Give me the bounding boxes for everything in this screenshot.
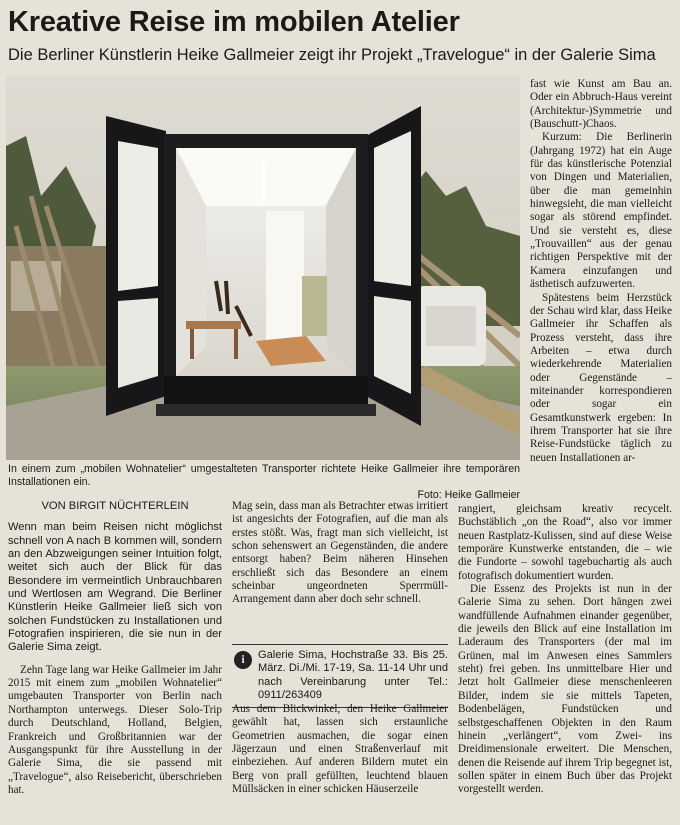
paragraph: Mag sein, dass man als Betrachter etwas irritiert ist angesichts der Fotografien, auf die man als erstes stößt. Was, fragt man sich vielleicht, ist schon sehenswert an Gegenständen, die andere entsorgt haben? Beim näheren Hinsehen erschließt sich das Besondere an einem scheinbar ungeordneten Sperrmüll-Arrangement dann aber doch sehr schnell. — [232, 500, 448, 606]
photo-credit: Foto: Heike Gallmeier — [417, 489, 520, 501]
exhibition-info-text: Galerie Sima, Hochstraße 33. Bis 25. März. Di./Mi. 17-19, Sa. 11-14 Uhr und nach Vereinbarung unter Tel.: 0911/263409 — [258, 649, 448, 702]
paragraph: Die Essenz des Projekts ist nun in der Galerie Sima zu sehen. Dort hängen zwei wandfüllende Aufnahmen einander gegenüber, die jeweils den Blick auf eine Installation im Laderaum des Transporters (der mal im Grünen, mal im Anwesen eines Sammlers steht) frei geben. Ins unmittelbare Hier und Jetzt holt Gallmeier diese menschenleeren Bilder, indem sie sie mittels Tapeten, Bodenbelägen, Fundstücken und selbstgeschaffenen Objekten in den Raum hinein „verlängert“, vom Zwei- ins Dreidimensionale erweitert. Die Menschen, denen die Reisende auf ihrem Trip begegnet ist, sollen später in einem Buch über das Projekt vorgestellt werden. — [458, 583, 672, 796]
headline: Kreative Reise im mobilen Atelier — [8, 6, 460, 38]
caption-text: In einem zum „mobilen Wohnatelier“ umgestalteten Transporter richtete Heike Gallmeier ihre temporären Installationen ein. — [8, 463, 520, 488]
paragraph: Kurzum: Die Berlinerin (Jahrgang 1972) hat ein Auge für das künstlerische Potenzial von Dingen und Materialien, über die man gemeinhin hinwegsieht, die man vielleicht sogar als störend empfindet. Und sie versteht es, diese „Trouvaillen“ aus der genau richtigen Perspektive mit der Kamera einzufangen und ästhetisch aufzuwerten. — [530, 131, 672, 291]
right-column-bottom — [458, 503, 672, 797]
exhibition-info-box — [232, 644, 448, 708]
right-column-top — [530, 78, 672, 465]
article-photo — [6, 76, 520, 460]
paragraph: fast wie Kunst am Bau an. Oder ein Abbruch-Haus vereint (Architektur-)Symmetrie und (Bauschutt-)Chaos. — [530, 78, 672, 131]
info-icon: i — [234, 651, 252, 669]
middle-column-top — [232, 500, 448, 607]
paragraph: rangiert, gleichsam kreativ recycelt. Buchstäblich „on the Road“, also vor immer neuen Rastplatz-Kulissen, sind auf diese Weise temporäre Kunstwerke entstanden, die – wie die Fundorte – sowohl tagebuchartig als auch fotografisch dokumentiert wurden. — [458, 503, 672, 582]
lead-paragraph: Wenn man beim Reisen nicht möglichst schnell von A nach B kommen will, sondern an den Abzweigungen seiner Intuition folgt, weitet sich auch der Blick für das Besondere im vermeintlich Unbrauchbaren und Wertlosen am Wegrand. Die Berliner Künstlerin Heike Gallmeier ließ sich von solchen Fundstücken zu Installationen und Fotografien inspirieren, die sie nun in der Galerie Sima zeigt. — [8, 521, 222, 654]
byline: VON BIRGIT NÜCHTERLEIN — [41, 500, 189, 512]
paragraph: Aus dem Blickwinkel, den Heike Gallmeier gewählt hat, lassen sich erstaunliche Geometrien ausmachen, die sogar einen Jägerzaun und einen Straßenverlauf mit einbeziehen. Auf anderen Bildern mutet ein Berg von prall gefüllten, leuchtend blauen Müllsäcken in einer schicken Häuserzeile — [232, 703, 448, 796]
middle-column-bottom — [232, 703, 448, 796]
photo-caption — [8, 463, 520, 502]
paragraph: Spätestens beim Herzstück der Schau wird klar, dass Heike Gallmeier ihr Schaffen als Prozess versteht, dass ihre Arbeiten – etwa durch wiederkehrende Materialien oder Gegenstände – miteinander korrespondieren oder sogar ein Gesamtkunstwerk ergeben: In ihrem Transporter hat sie ihre Reise-Fundstücke täglich zu neuen Installationen ar- — [530, 291, 672, 464]
paragraph: Zehn Tage lang war Heike Gallmeier im Jahr 2015 mit einem zum „mobilen Wohnatelier“ umgebauten Transporter von Berlin nach Northampton unterwegs. Dieser Solo-Trip durch Deutschland, Holland, Belgien, Frankreich und Großbritannien war der Ausgangspunkt für ihre Ausstellung in der Galerie Sima, die sie passend mit „Travelogue“, also Reisebericht, überschrieben hat. — [8, 663, 222, 796]
van-photo-illustration — [6, 76, 520, 460]
left-column — [8, 500, 222, 797]
subheadline: Die Berliner Künstlerin Heike Gallmeier zeigt ihr Projekt „Travelogue“ in der Galerie Sima — [8, 46, 656, 64]
